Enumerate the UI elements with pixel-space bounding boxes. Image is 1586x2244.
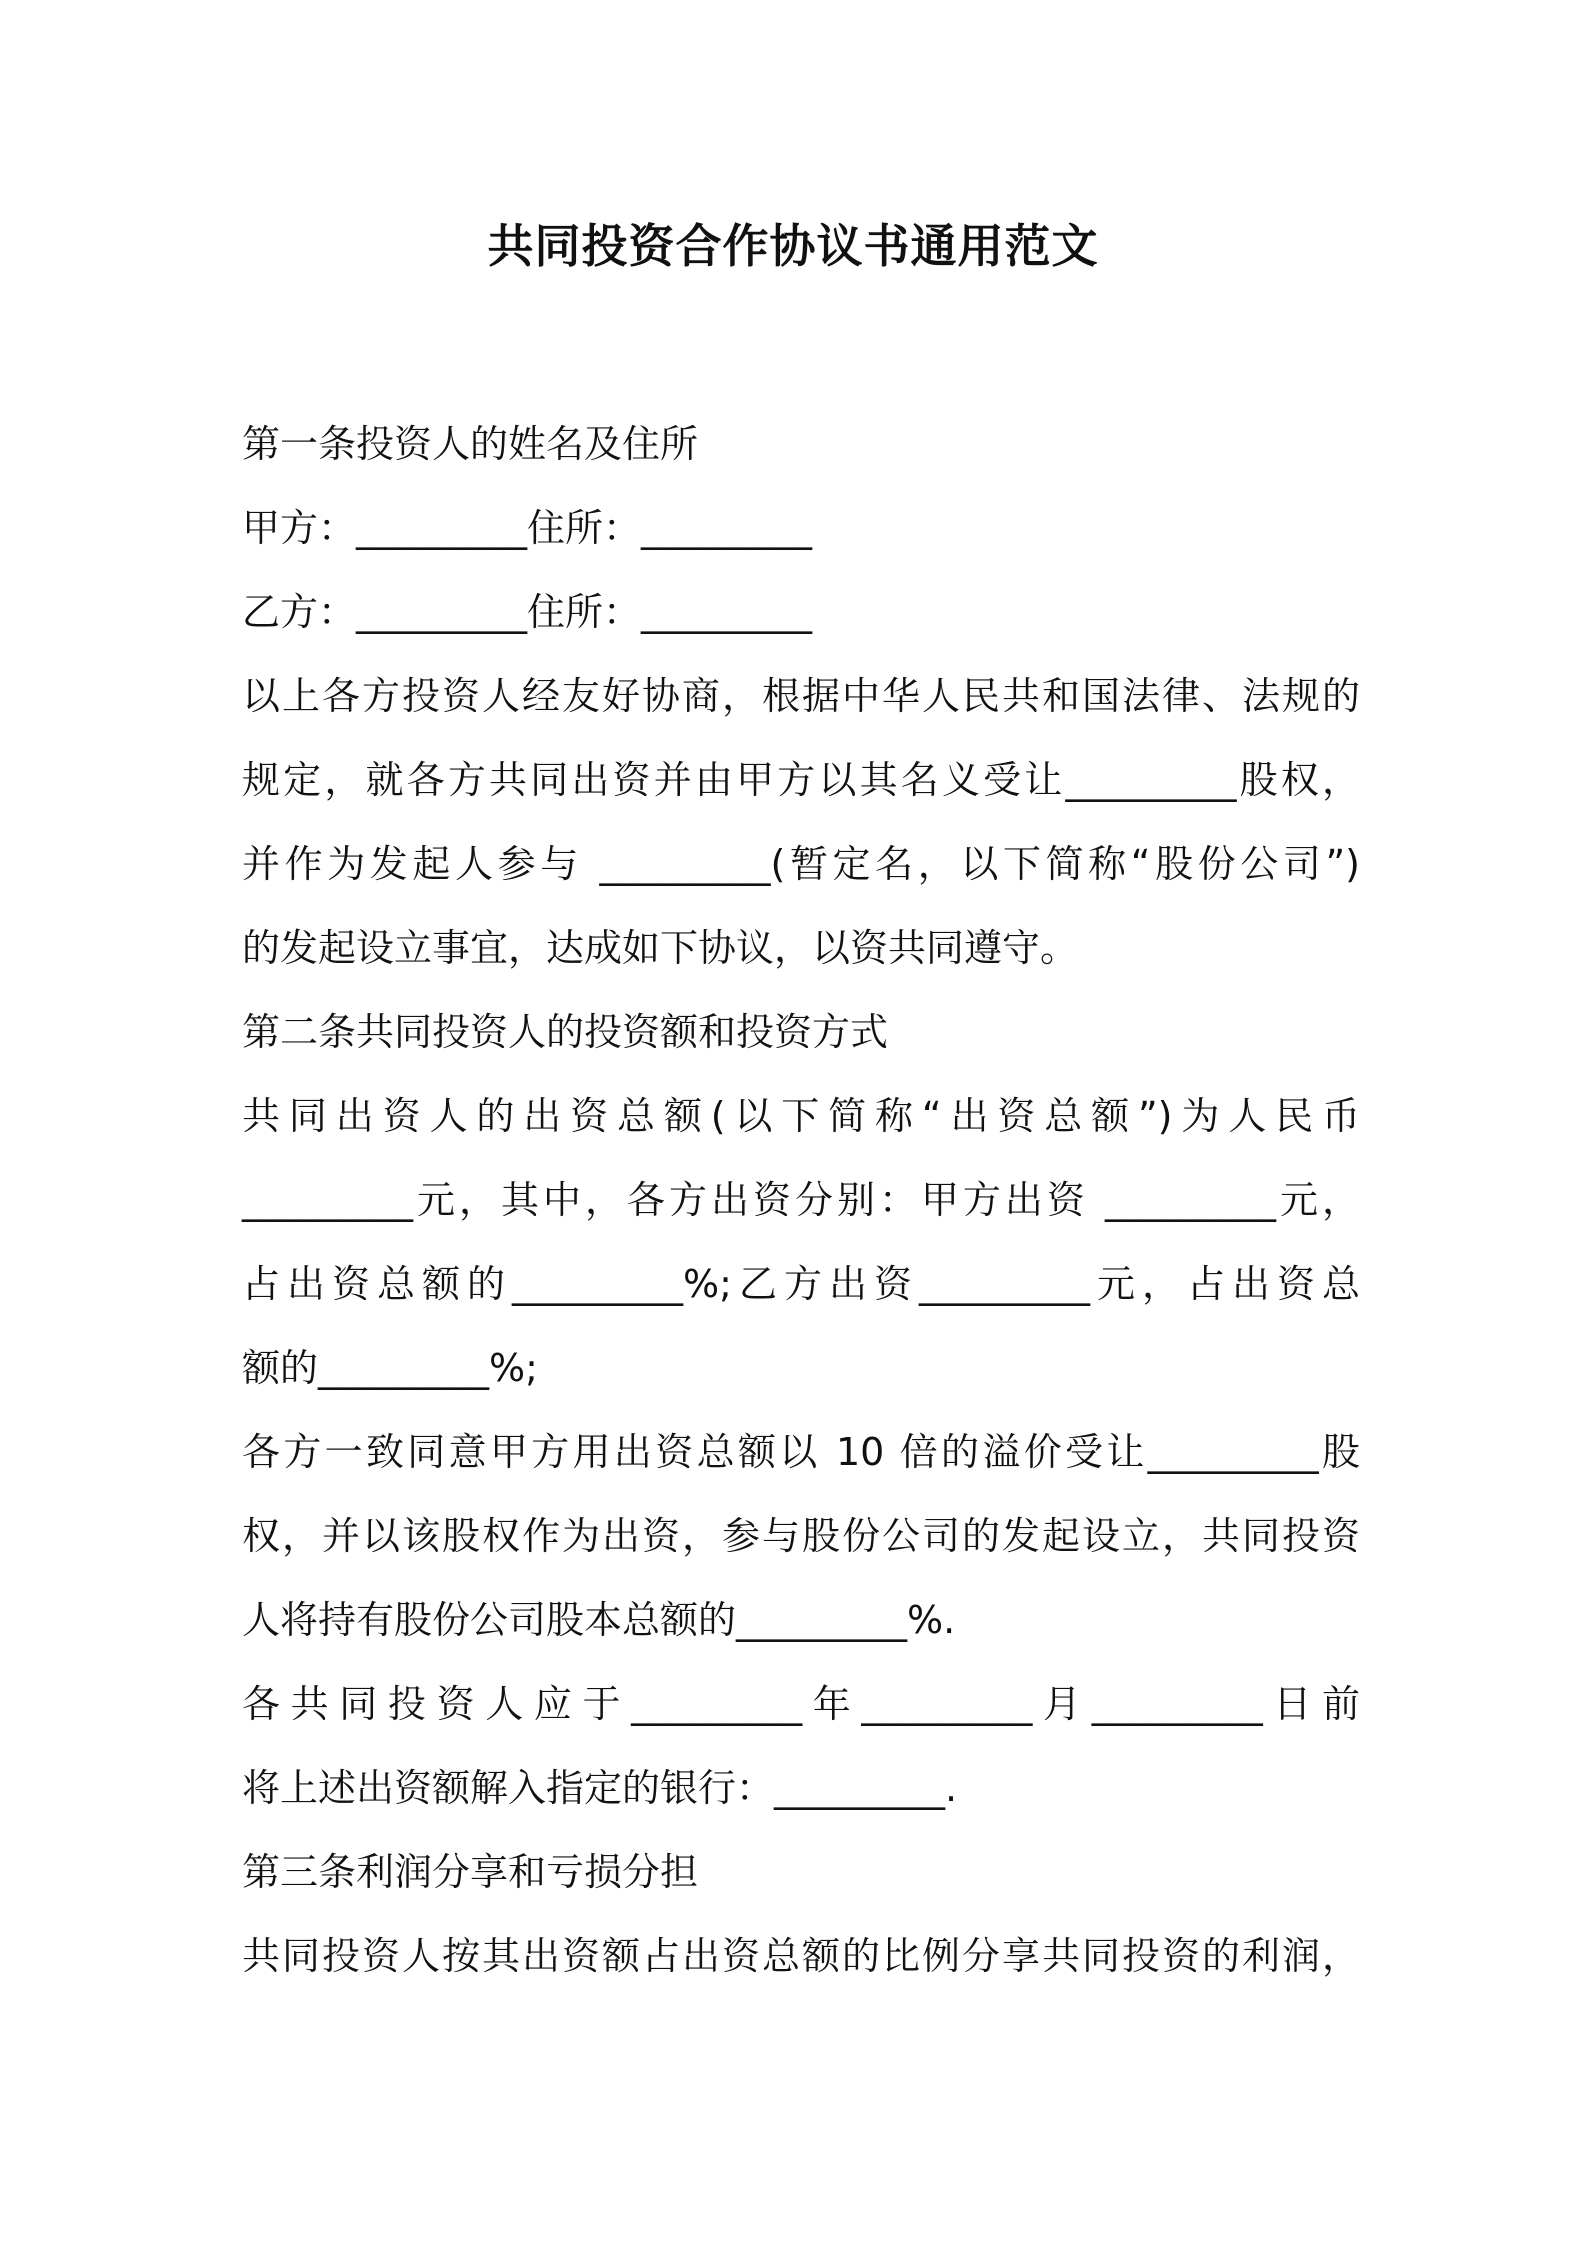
paragraph-line: 占出资总额的_________%;乙方出资_________元，占出资总 <box>242 1262 1360 1306</box>
paragraph-line: 各共同投资人应于_________年_________月_________日前 <box>242 1682 1360 1726</box>
article-1-heading: 第一条投资人的姓名及住所 <box>242 422 699 466</box>
party-a-line: 甲方：_________住所：_________ <box>242 506 813 550</box>
article-3-heading: 第三条利润分享和亏损分担 <box>242 1850 699 1894</box>
paragraph-line: 人将持有股份公司股本总额的_________%. <box>242 1598 956 1642</box>
paragraph-line: 权，并以该股权作为出资，参与股份公司的发起设立，共同投资 <box>242 1514 1360 1558</box>
article-2-heading: 第二条共同投资人的投资额和投资方式 <box>242 1010 889 1054</box>
paragraph-line: _________元，其中，各方出资分别：甲方出资 _________元， <box>242 1178 1360 1222</box>
paragraph-line: 额的_________%; <box>242 1346 538 1390</box>
document-title: 共同投资合作协议书通用范文 <box>487 219 1099 273</box>
paragraph-line: 规定，就各方共同出资并由甲方以其名义受让_________股权， <box>242 758 1360 802</box>
paragraph-line: 并作为发起人参与 _________(暂定名，以下简称“股份公司”) <box>242 842 1360 886</box>
document-body <box>242 402 1362 1998</box>
paragraph-line: 各方一致同意甲方用出资总额以 10 倍的溢价受让_________股 <box>242 1430 1360 1474</box>
paragraph-line: 将上述出资额解入指定的银行：_________. <box>242 1766 958 1810</box>
paragraph-line: 共同投资人按其出资额占出资总额的比例分享共同投资的利润， <box>242 1934 1360 1978</box>
paragraph-line: 的发起设立事宜，达成如下协议，以资共同遵守。 <box>242 926 1079 970</box>
paragraph-line: 以上各方投资人经友好协商，根据中华人民共和国法律、法规的 <box>242 674 1360 718</box>
paragraph-line: 共同出资人的出资总额(以下简称“出资总额”)为人民币 <box>242 1094 1360 1138</box>
party-b-line: 乙方：_________住所：_________ <box>242 590 813 634</box>
